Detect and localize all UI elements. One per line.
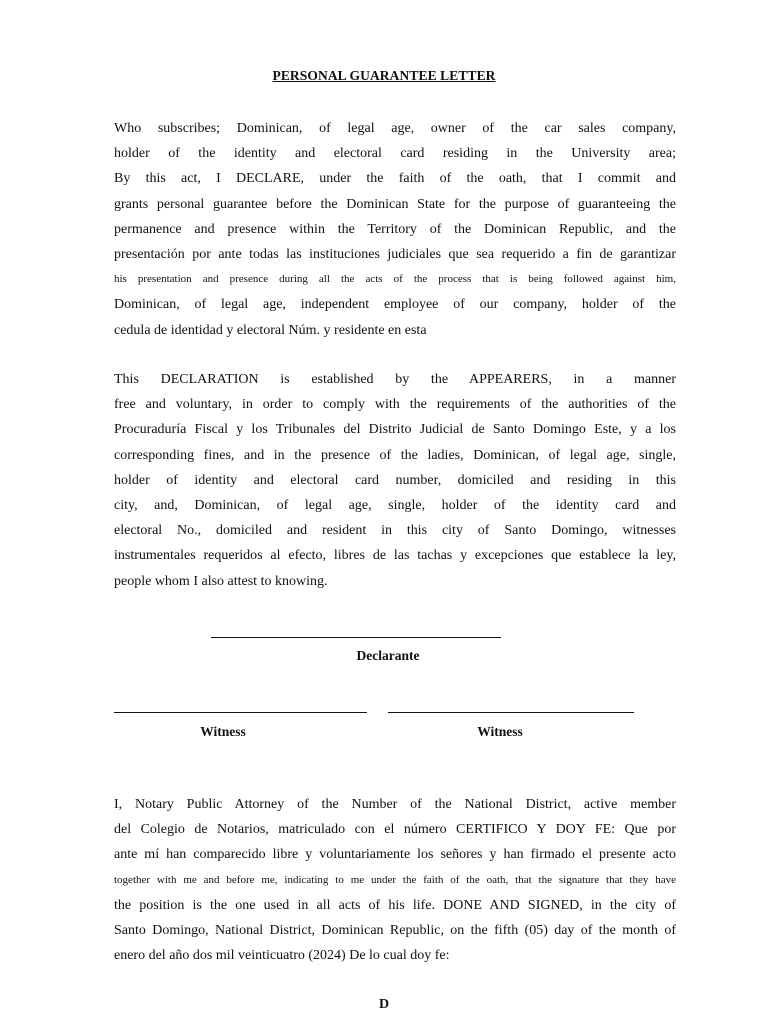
paragraph-line: I, Notary Public Attorney of the Number of the National District, active member — [114, 797, 676, 812]
paragraph-line: This DECLARATION is established by the APPEARERS, in a manner — [114, 372, 676, 387]
guarantee-paragraph — [114, 116, 676, 343]
paragraph-line: Who subscribes; Dominican, of legal age, owner of the car sales company, — [114, 121, 676, 136]
paragraph-line: Dominican, of legal age, independent employee of our company, holder of the — [114, 297, 676, 313]
witness-signature-line — [388, 712, 634, 713]
page-footer-letter: D — [378, 997, 390, 1012]
paragraph-line: holder of the identity and electoral card residing in the University area; — [114, 146, 676, 162]
paragraph-line: city, and, Dominican, of legal age, single, holder of the identity card and — [114, 497, 676, 513]
paragraph-line: Procuraduría Fiscal y los Tribunales del Distrito Judicial de Santo Domingo Este, y a los — [114, 422, 676, 438]
paragraph-line: enero del año dos mil veinticuatro (2024) De lo cual doy fe: — [114, 948, 450, 964]
witness-label: Witness — [200, 724, 246, 739]
paragraph-line: together with me and before me, indicating to me under the faith of the oath, that the signature that they have — [114, 873, 676, 886]
paragraph-line: del Colegio de Notarios, matriculado con el número CERTIFICO Y DOY FE: Que por — [114, 822, 676, 838]
paragraph-line: Santo Domingo, National District, Dominican Republic, on the fifth (05) day of the month of — [114, 922, 676, 938]
paragraph-line: electoral No., domiciled and resident in this city of Santo Domingo, witnesses — [114, 523, 676, 539]
paragraph-line: corresponding fines, and in the presence of the ladies, Dominican, of legal age, single, — [114, 447, 676, 463]
notary-paragraph — [114, 792, 676, 968]
declarant-signature-line — [211, 637, 501, 638]
paragraph-line: the position is the one used in all acts of his life. DONE AND SIGNED, in the city of — [114, 897, 676, 913]
paragraph-line: By this act, I DECLARE, under the faith of the oath, that I commit and — [114, 171, 676, 187]
paragraph-line: permanence and presence within the Territory of the Dominican Republic, and the — [114, 221, 676, 237]
paragraph-line: presentación por ante todas las instituciones judiciales que sea requerido a fin de garantizar — [114, 246, 676, 262]
declarant-label: Declarante — [356, 648, 420, 663]
witness-label: Witness — [477, 724, 523, 739]
paragraph-line: holder of identity and electoral card number, domiciled and residing in this — [114, 472, 676, 488]
paragraph-line: cedula de identidad y electoral Núm. y residente en esta — [114, 322, 427, 338]
paragraph-line: free and voluntary, in order to comply with the requirements of the authorities of the — [114, 397, 676, 413]
paragraph-line: instrumentales requeridos al efecto, libres de las tachas y excepciones que establece la ley, — [114, 548, 676, 564]
document-title: PERSONAL GUARANTEE LETTER — [272, 68, 496, 83]
paragraph-line: grants personal guarantee before the Dominican State for the purpose of guaranteeing the — [114, 196, 676, 212]
paragraph-line: people whom I also attest to knowing. — [114, 573, 328, 589]
paragraph-line: ante mí han comparecido libre y voluntariamente los señores y han firmado el presente acto — [114, 847, 676, 863]
paragraph-line: his presentation and presence during all the acts of the process that is being followed against him, — [114, 273, 676, 286]
witness-signature-line — [114, 712, 367, 713]
declaration-paragraph — [114, 367, 676, 594]
